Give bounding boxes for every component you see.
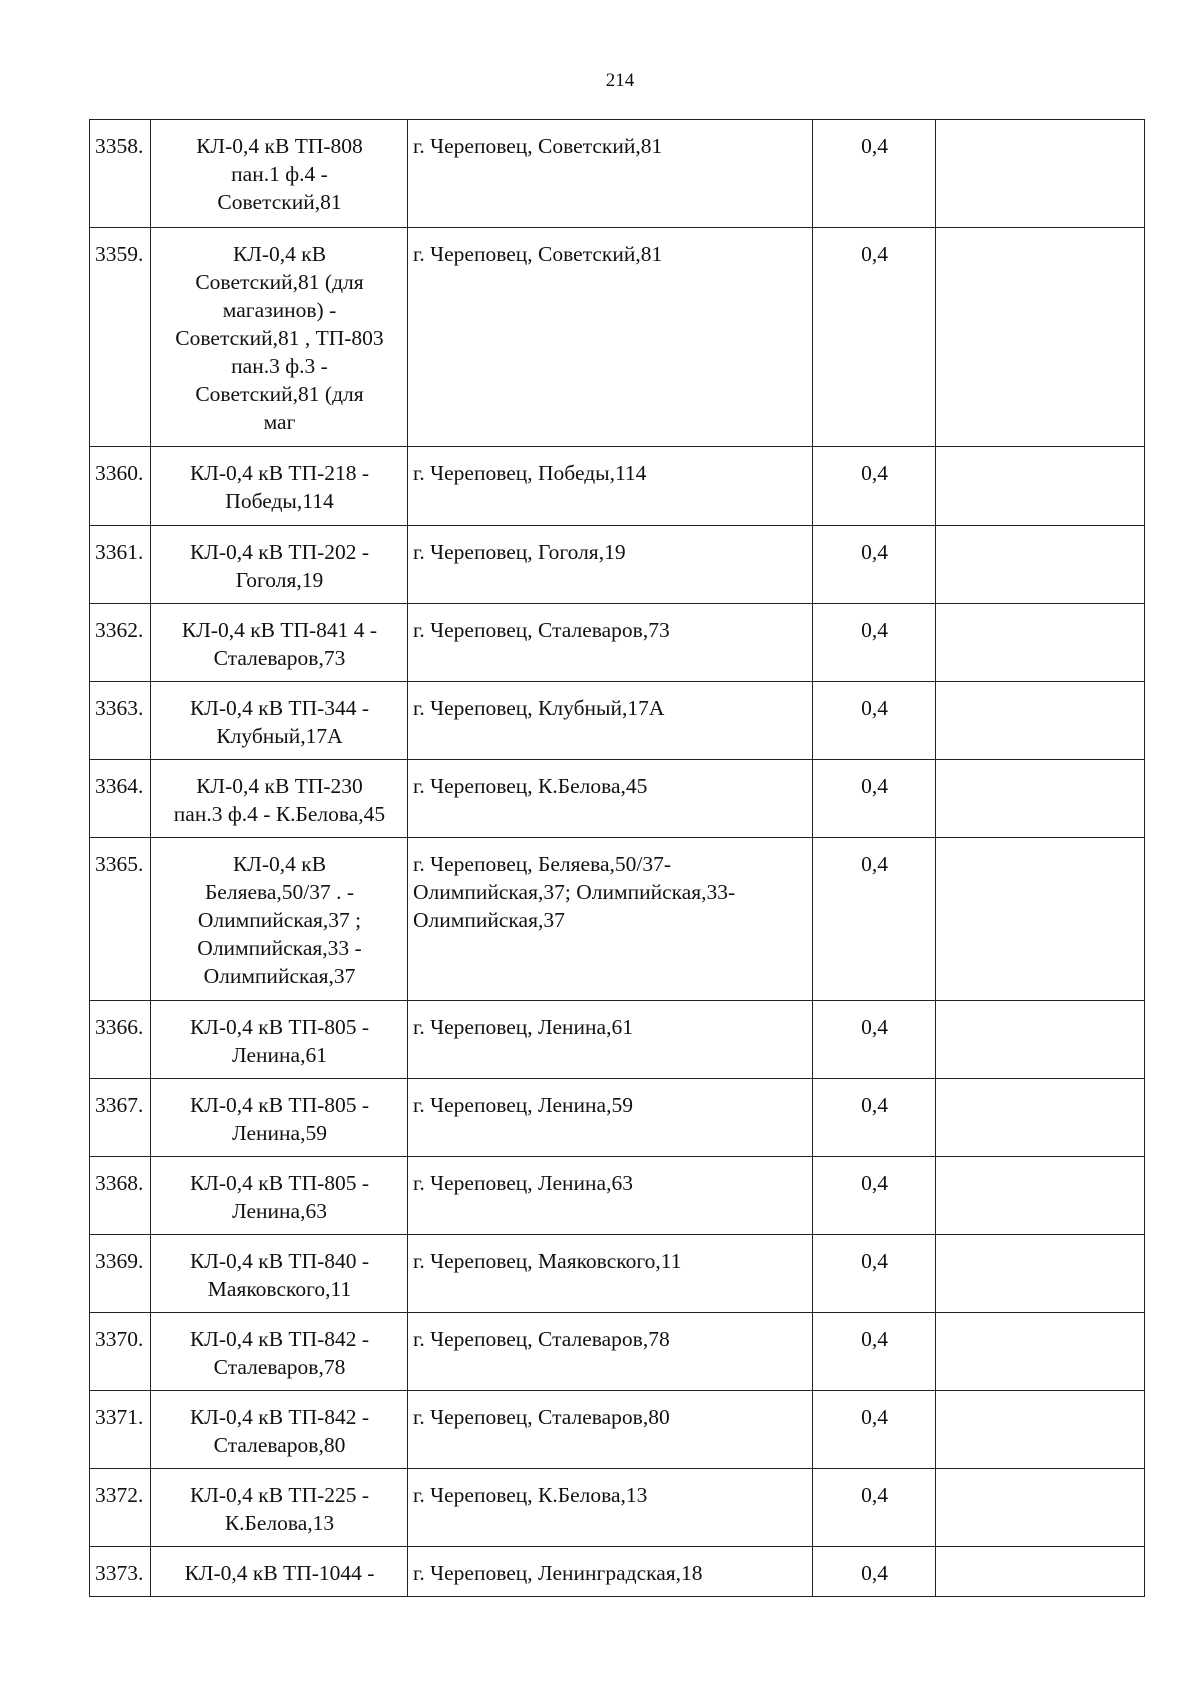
address: г. Череповец, Сталеваров,78 <box>408 1313 813 1391</box>
cable-line-name: КЛ-0,4 кВ ТП-805 - Ленина,61 <box>151 1001 408 1079</box>
table-row <box>90 1079 1145 1157</box>
cable-line-name: КЛ-0,4 кВ ТП-202 - Гоголя,19 <box>151 526 408 604</box>
table-row <box>90 1313 1145 1391</box>
address: г. Череповец, Ленина,63 <box>408 1157 813 1235</box>
voltage: 0,4 <box>813 604 936 682</box>
cable-line-name: КЛ-0,4 кВ ТП-1044 - <box>151 1547 408 1597</box>
address: г. Череповец, К.Белова,13 <box>408 1469 813 1547</box>
row-number: 3361. <box>90 526 151 604</box>
cable-line-name: КЛ-0,4 кВ ТП-230 пан.3 ф.4 - К.Белова,45 <box>151 760 408 838</box>
table-row <box>90 1391 1145 1469</box>
table-row <box>90 682 1145 760</box>
page-number: 214 <box>605 70 635 91</box>
cable-line-name: КЛ-0,4 кВ ТП-842 - Сталеваров,80 <box>151 1391 408 1469</box>
voltage: 0,4 <box>813 1079 936 1157</box>
voltage: 0,4 <box>813 1235 936 1313</box>
voltage: 0,4 <box>813 228 936 447</box>
row-number: 3367. <box>90 1079 151 1157</box>
address: г. Череповец, Сталеваров,73 <box>408 604 813 682</box>
note-cell <box>936 1313 1145 1391</box>
note-cell <box>936 1157 1145 1235</box>
address: г. Череповец, Ленина,59 <box>408 1079 813 1157</box>
note-cell <box>936 1235 1145 1313</box>
table-row <box>90 604 1145 682</box>
note-cell <box>936 682 1145 760</box>
row-number: 3366. <box>90 1001 151 1079</box>
note-cell <box>936 838 1145 1001</box>
voltage: 0,4 <box>813 760 936 838</box>
row-number: 3371. <box>90 1391 151 1469</box>
cable-line-name: КЛ-0,4 кВ ТП-840 - Маяковского,11 <box>151 1235 408 1313</box>
cable-line-name: КЛ-0,4 кВ ТП-225 - К.Белова,13 <box>151 1469 408 1547</box>
voltage: 0,4 <box>813 1157 936 1235</box>
note-cell <box>936 1079 1145 1157</box>
note-cell <box>936 228 1145 447</box>
cable-line-name: КЛ-0,4 кВ ТП-218 - Победы,114 <box>151 447 408 526</box>
cable-line-name: КЛ-0,4 кВ ТП-841 4 - Сталеваров,73 <box>151 604 408 682</box>
cable-line-name: КЛ-0,4 кВ ТП-842 - Сталеваров,78 <box>151 1313 408 1391</box>
voltage: 0,4 <box>813 526 936 604</box>
voltage: 0,4 <box>813 447 936 526</box>
row-number: 3372. <box>90 1469 151 1547</box>
table-row <box>90 447 1145 526</box>
note-cell <box>936 1001 1145 1079</box>
voltage: 0,4 <box>813 1313 936 1391</box>
table-row <box>90 120 1145 228</box>
note-cell <box>936 604 1145 682</box>
row-number: 3370. <box>90 1313 151 1391</box>
voltage: 0,4 <box>813 838 936 1001</box>
address: г. Череповец, К.Белова,45 <box>408 760 813 838</box>
address: г. Череповец, Клубный,17А <box>408 682 813 760</box>
note-cell <box>936 1547 1145 1597</box>
note-cell <box>936 447 1145 526</box>
address: г. Череповец, Ленина,61 <box>408 1001 813 1079</box>
address: г. Череповец, Победы,114 <box>408 447 813 526</box>
note-cell <box>936 760 1145 838</box>
table-row <box>90 838 1145 1001</box>
row-number: 3364. <box>90 760 151 838</box>
note-cell <box>936 1391 1145 1469</box>
row-number: 3369. <box>90 1235 151 1313</box>
table-row <box>90 1547 1145 1597</box>
address: г. Череповец, Сталеваров,80 <box>408 1391 813 1469</box>
note-cell <box>936 526 1145 604</box>
voltage: 0,4 <box>813 1469 936 1547</box>
address: г. Череповец, Маяковского,11 <box>408 1235 813 1313</box>
cable-line-name: КЛ-0,4 кВ ТП-805 - Ленина,63 <box>151 1157 408 1235</box>
table-row <box>90 1469 1145 1547</box>
row-number: 3373. <box>90 1547 151 1597</box>
table-row <box>90 1235 1145 1313</box>
row-number: 3360. <box>90 447 151 526</box>
cable-line-name: КЛ-0,4 кВ ТП-808 пан.1 ф.4 - Советский,81 <box>151 120 408 228</box>
cable-line-name: КЛ-0,4 кВ ТП-344 - Клубный,17А <box>151 682 408 760</box>
voltage: 0,4 <box>813 120 936 228</box>
row-number: 3365. <box>90 838 151 1001</box>
table-row <box>90 228 1145 447</box>
voltage: 0,4 <box>813 682 936 760</box>
note-cell <box>936 120 1145 228</box>
voltage: 0,4 <box>813 1001 936 1079</box>
address: г. Череповец, Ленинградская,18 <box>408 1547 813 1597</box>
address: г. Череповец, Советский,81 <box>408 228 813 447</box>
table-row <box>90 760 1145 838</box>
row-number: 3359. <box>90 228 151 447</box>
voltage: 0,4 <box>813 1391 936 1469</box>
cable-line-name: КЛ-0,4 кВ ТП-805 - Ленина,59 <box>151 1079 408 1157</box>
note-cell <box>936 1469 1145 1547</box>
row-number: 3358. <box>90 120 151 228</box>
row-number: 3368. <box>90 1157 151 1235</box>
row-number: 3363. <box>90 682 151 760</box>
table-row <box>90 526 1145 604</box>
table-row <box>90 1001 1145 1079</box>
cable-line-name: КЛ-0,4 кВ Советский,81 (для магазинов) - Советский,81 , ТП-803 пан.3 ф.3 - Советский,81 (для маг <box>151 228 408 447</box>
address: г. Череповец, Советский,81 <box>408 120 813 228</box>
row-number: 3362. <box>90 604 151 682</box>
address: г. Череповец, Беляева,50/37- Олимпийская,37; Олимпийская,33- Олимпийская,37 <box>408 838 813 1001</box>
table-row <box>90 1157 1145 1235</box>
address: г. Череповец, Гоголя,19 <box>408 526 813 604</box>
voltage: 0,4 <box>813 1547 936 1597</box>
cable-line-name: КЛ-0,4 кВ Беляева,50/37 . - Олимпийская,37 ; Олимпийская,33 - Олимпийская,37 <box>151 838 408 1001</box>
cable-line-registry-table <box>89 119 1145 1597</box>
